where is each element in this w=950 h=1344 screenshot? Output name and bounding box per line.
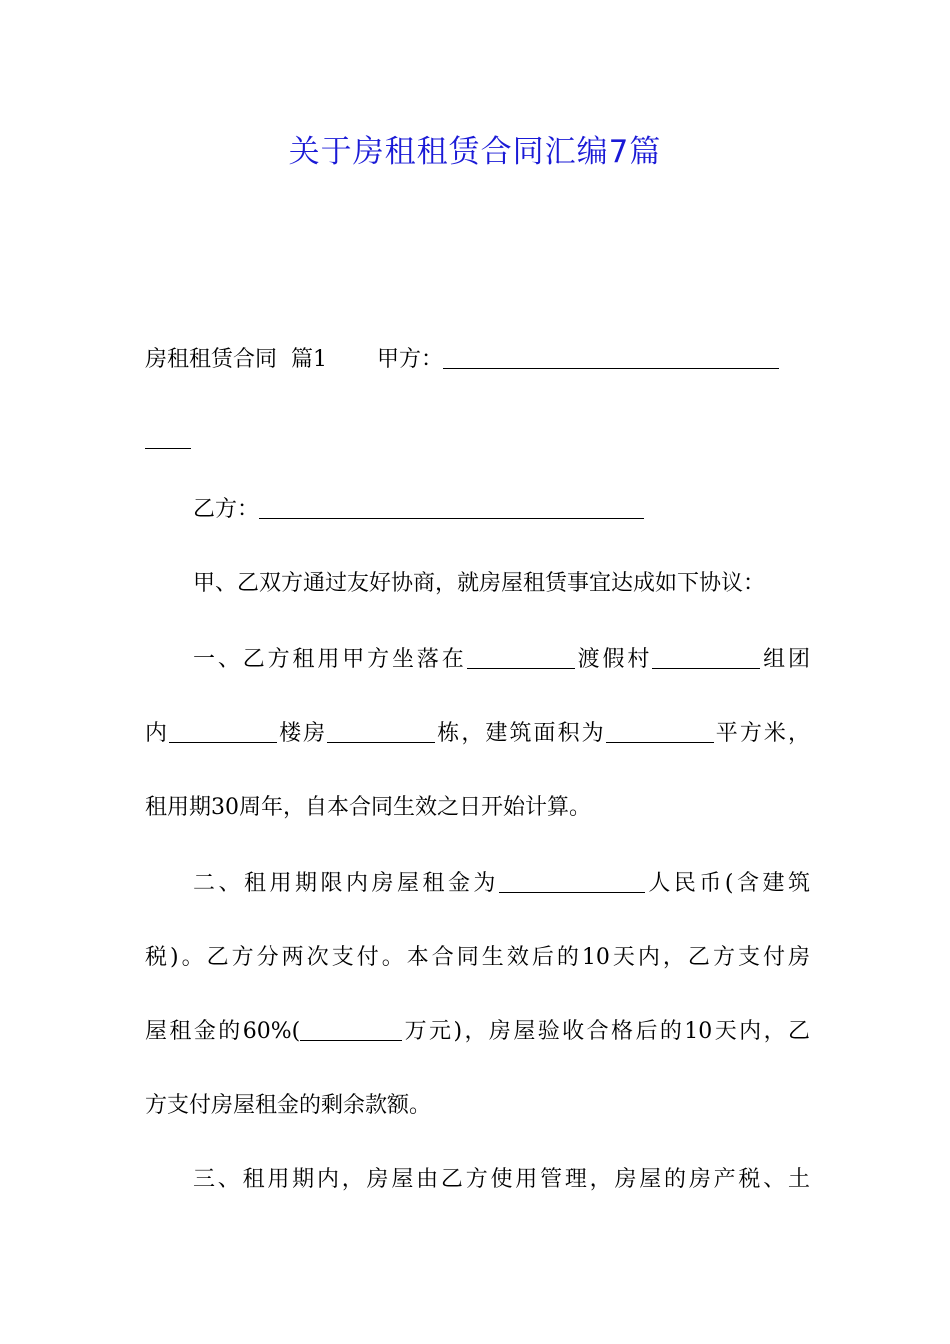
party-a-blank-continuation [145,420,810,460]
resort-blank [652,648,760,669]
clause2-line1 [193,864,810,904]
party-a-line [145,340,810,380]
clause2-text: 二、租用期限内房屋租金为 [193,871,499,896]
document-title: 关于房租租赁合同汇编7篇 [288,134,662,170]
clause1-building: 楼房 [277,721,328,746]
clause1-resort: 渡假村 [574,647,653,672]
party-b-blank [259,498,644,519]
rent-blank [499,872,645,893]
clause1-unit: 平方米， [713,721,810,746]
contract-heading: 房租租赁合同 [145,347,278,372]
clause1-line1 [193,640,810,680]
clause1-group: 组团 [760,647,810,672]
clause3-line1 [193,1160,810,1200]
clause1-line3 [145,788,810,828]
party-a-blank-tail [145,428,191,449]
clause1-term: 租用期30周年，自本合同生效之日开始计算。 [145,795,591,820]
clause2-percent: 屋租金的60%( [145,1019,301,1044]
clause2-line3 [145,1012,810,1052]
clause1-line2 [145,714,810,754]
party-b-line [193,490,810,530]
section-label: 篇1 [291,347,328,372]
clause1-text: 一、乙方租用甲方坐落在 [193,647,467,672]
clause1-inner: 内 [145,721,170,746]
clause2-line2 [145,938,810,978]
clause2-payment: 税)。乙方分两次支付。本合同生效后的10天内，乙方支付房 [145,945,810,970]
group-blank [169,722,277,743]
clause2-remaining: 万元)，房屋验收合格后的10天内，乙 [402,1019,810,1044]
intro-paragraph [193,564,810,604]
building-blank [327,722,435,743]
intro-text: 甲、乙双方通过友好协商，就房屋租赁事宜达成如下协议： [193,571,766,596]
clause2-line4 [145,1086,810,1126]
party-b-label: 乙方： [193,497,260,522]
party-a-label: 甲方： [377,347,444,372]
amount-blank [300,1020,402,1041]
area-blank [606,722,714,743]
clause2-balance: 方支付房屋租金的剩余款额。 [145,1093,432,1118]
clause3-text: 三、租用期内，房屋由乙方使用管理，房屋的房产税、土 [193,1167,810,1192]
party-a-blank [443,348,779,369]
location-blank [467,648,575,669]
clause1-area: 栋，建筑面积为 [435,721,606,746]
clause2-currency: 人民币(含建筑 [644,871,810,896]
